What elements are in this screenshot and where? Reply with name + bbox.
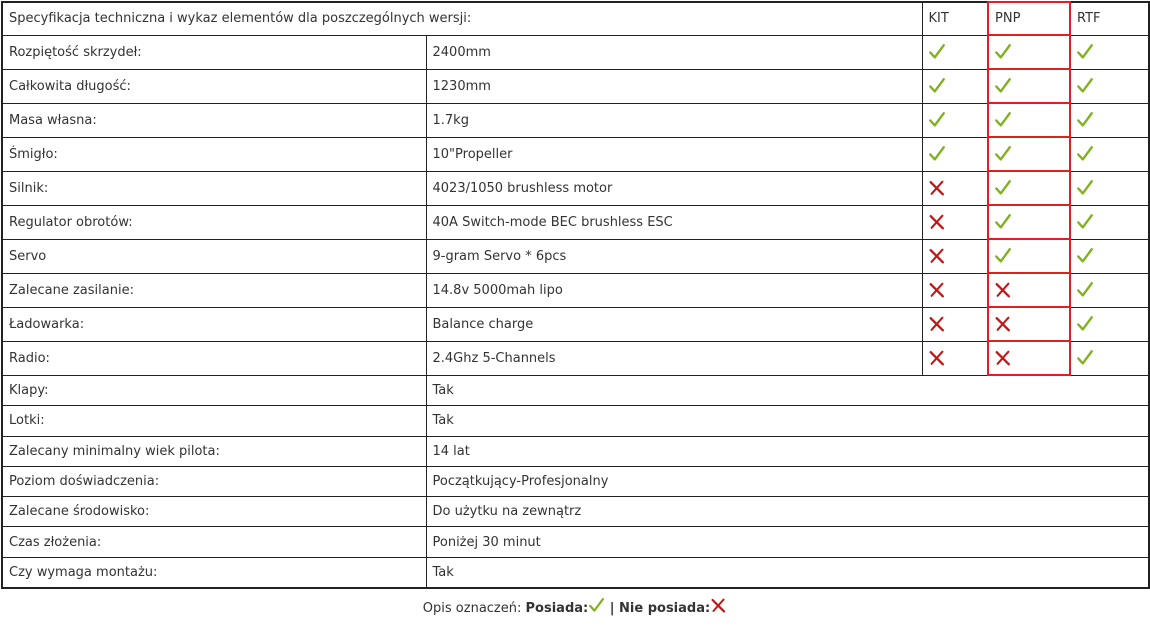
- spec-value: Początkujący-Profesjonalny: [426, 466, 1149, 496]
- check-icon: [1076, 281, 1094, 299]
- table-title: Specyfikacja techniczna i wykaz elementów dla poszczególnych wersji:: [2, 2, 922, 35]
- check-icon: [1076, 213, 1094, 231]
- cell-pnp: [988, 137, 1070, 171]
- cell-pnp: [988, 69, 1070, 103]
- spec-value: Tak: [426, 557, 1149, 588]
- cell-rtf: [1070, 103, 1149, 137]
- spec-label: Rozpiętość skrzydeł:: [2, 35, 426, 69]
- table-row: [2, 103, 1149, 137]
- check-icon: [1076, 43, 1094, 61]
- spec-value: 4023/1050 brushless motor: [426, 171, 922, 205]
- cross-icon: [928, 213, 946, 231]
- cell-kit: [922, 273, 988, 307]
- table-row: [2, 497, 1149, 527]
- spec-label: Śmigło:: [2, 137, 426, 171]
- cross-icon: [928, 281, 946, 299]
- spec-value: 40A Switch-mode BEC brushless ESC: [426, 205, 922, 239]
- check-icon: [994, 111, 1012, 129]
- spec-value: 1.7kg: [426, 103, 922, 137]
- cell-kit: [922, 69, 988, 103]
- spec-label: Regulator obrotów:: [2, 205, 426, 239]
- check-icon: [1076, 179, 1094, 197]
- cross-icon: [994, 349, 1012, 367]
- cell-kit: [922, 307, 988, 341]
- cell-pnp: [988, 205, 1070, 239]
- spec-label: Masa własna:: [2, 103, 426, 137]
- table-row: [2, 69, 1149, 103]
- check-icon: [928, 111, 946, 129]
- cell-rtf: [1070, 307, 1149, 341]
- col-header-pnp: PNP: [988, 2, 1070, 35]
- spec-label: Zalecane środowisko:: [2, 497, 426, 527]
- legend-has: Posiada:: [525, 601, 589, 616]
- cell-rtf: [1070, 273, 1149, 307]
- check-icon: [928, 77, 946, 95]
- cross-icon: [928, 315, 946, 333]
- cell-kit: [922, 137, 988, 171]
- table-row: [2, 171, 1149, 205]
- spec-label: Klapy:: [2, 375, 426, 406]
- table-row: [2, 35, 1149, 69]
- cell-kit: [922, 171, 988, 205]
- cell-kit: [922, 35, 988, 69]
- table-row: [2, 375, 1149, 406]
- spec-value: 1230mm: [426, 69, 922, 103]
- check-icon: [1076, 349, 1094, 367]
- check-icon: [994, 77, 1012, 95]
- check-icon: [994, 43, 1012, 61]
- cell-kit: [922, 239, 988, 273]
- check-icon: [1076, 315, 1094, 333]
- spec-value: 9-gram Servo * 6pcs: [426, 239, 922, 273]
- spec-table: [1, 1, 1150, 589]
- spec-value: 14 lat: [426, 436, 1149, 466]
- check-icon: [994, 247, 1012, 265]
- spec-value: Poniżej 30 minut: [426, 527, 1149, 557]
- spec-value: Balance charge: [426, 307, 922, 341]
- table-row: [2, 436, 1149, 466]
- spec-label: Lotki:: [2, 406, 426, 436]
- cell-rtf: [1070, 341, 1149, 375]
- spec-value: 10"Propeller: [426, 137, 922, 171]
- spec-label: Czy wymaga montażu:: [2, 557, 426, 588]
- cell-pnp: [988, 307, 1070, 341]
- cell-kit: [922, 103, 988, 137]
- table-row: [2, 527, 1149, 557]
- spec-label: Zalecany minimalny wiek pilota:: [2, 436, 426, 466]
- spec-value: Do użytku na zewnątrz: [426, 497, 1149, 527]
- cross-icon: [994, 315, 1012, 333]
- spec-table-body: [2, 2, 1149, 588]
- table-row: [2, 406, 1149, 436]
- table-row: [2, 557, 1149, 588]
- spec-value: 2400mm: [426, 35, 922, 69]
- spec-label: Czas złożenia:: [2, 527, 426, 557]
- table-row: [2, 137, 1149, 171]
- cell-kit: [922, 341, 988, 375]
- header-row: [2, 2, 1149, 35]
- table-row: [2, 205, 1149, 239]
- table-row: [2, 273, 1149, 307]
- cell-rtf: [1070, 205, 1149, 239]
- spec-value: Tak: [426, 375, 1149, 406]
- check-icon: [928, 145, 946, 163]
- cross-icon: [928, 349, 946, 367]
- check-icon: [1076, 145, 1094, 163]
- check-icon: [588, 597, 605, 614]
- cell-rtf: [1070, 137, 1149, 171]
- cross-icon: [710, 597, 727, 614]
- spec-label: Servo: [2, 239, 426, 273]
- table-row: [2, 466, 1149, 496]
- check-icon: [928, 43, 946, 61]
- cell-pnp: [988, 35, 1070, 69]
- legend-separator: |: [605, 601, 620, 616]
- legend-prefix: Opis oznaczeń:: [422, 601, 522, 616]
- spec-label: Zalecane zasilanie:: [2, 273, 426, 307]
- cell-rtf: [1070, 35, 1149, 69]
- spec-label: Poziom doświadczenia:: [2, 466, 426, 496]
- col-header-rtf: RTF: [1070, 2, 1149, 35]
- check-icon: [1076, 247, 1094, 265]
- cell-rtf: [1070, 239, 1149, 273]
- col-header-kit: KIT: [922, 2, 988, 35]
- spec-label: Całkowita długość:: [2, 69, 426, 103]
- check-icon: [994, 213, 1012, 231]
- spec-value: 14.8v 5000mah lipo: [426, 273, 922, 307]
- cross-icon: [928, 247, 946, 265]
- check-icon: [1076, 77, 1094, 95]
- table-row: [2, 341, 1149, 375]
- legend: [0, 597, 1150, 616]
- table-row: [2, 307, 1149, 341]
- spec-label: Silnik:: [2, 171, 426, 205]
- cross-icon: [928, 179, 946, 197]
- cell-pnp: [988, 103, 1070, 137]
- cell-pnp: [988, 273, 1070, 307]
- table-row: [2, 239, 1149, 273]
- cell-kit: [922, 205, 988, 239]
- cross-icon: [994, 281, 1012, 299]
- cell-rtf: [1070, 69, 1149, 103]
- spec-label: Ładowarka:: [2, 307, 426, 341]
- cell-pnp: [988, 171, 1070, 205]
- check-icon: [994, 179, 1012, 197]
- check-icon: [1076, 111, 1094, 129]
- legend-has-not: Nie posiada:: [619, 601, 711, 616]
- check-icon: [994, 145, 1012, 163]
- spec-label: Radio:: [2, 341, 426, 375]
- cell-rtf: [1070, 171, 1149, 205]
- cell-pnp: [988, 239, 1070, 273]
- cell-pnp: [988, 341, 1070, 375]
- spec-value: Tak: [426, 406, 1149, 436]
- spec-value: 2.4Ghz 5-Channels: [426, 341, 922, 375]
